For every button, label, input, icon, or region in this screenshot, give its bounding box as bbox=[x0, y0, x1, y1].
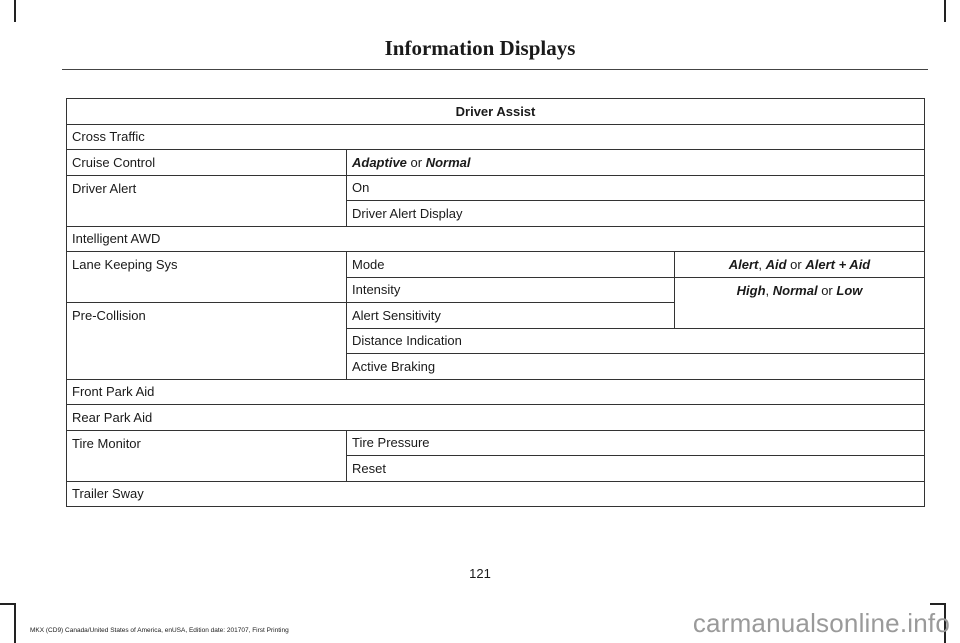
submenu-reset: Reset bbox=[347, 456, 925, 482]
header-divider bbox=[62, 69, 928, 70]
table-row bbox=[67, 99, 925, 125]
menu-item-cruise-control: Cruise Control bbox=[67, 150, 347, 176]
crop-mark bbox=[14, 604, 16, 643]
intensity-options bbox=[675, 277, 925, 328]
option-normal: Normal bbox=[425, 154, 471, 170]
menu-item-lane-keeping: Lane Keeping Sys bbox=[67, 252, 347, 303]
submenu-alert-sensitivity: Alert Sensitivity bbox=[347, 303, 675, 329]
option-connector: or bbox=[786, 256, 806, 272]
table-row bbox=[67, 252, 925, 278]
option-alert: Alert bbox=[728, 256, 759, 272]
driver-assist-table bbox=[66, 98, 925, 507]
menu-item-pre-collision: Pre-Collision bbox=[67, 303, 347, 380]
menu-item-trailer-sway: Trailer Sway bbox=[67, 481, 925, 507]
edition-note: MKX (CD9) Canada/United States of America, enUSA, Edition date: 201707, First Printing bbox=[30, 627, 289, 634]
table-row bbox=[67, 379, 925, 405]
submenu-mode: Mode bbox=[347, 252, 675, 278]
crop-mark bbox=[14, 0, 16, 22]
page-number: 121 bbox=[469, 566, 491, 581]
submenu-on: On bbox=[347, 175, 925, 201]
table-row bbox=[67, 481, 925, 507]
menu-item-rear-park-aid: Rear Park Aid bbox=[67, 405, 925, 431]
option-alert-aid: Alert + Aid bbox=[805, 256, 871, 272]
mode-options bbox=[675, 252, 925, 278]
table-row bbox=[67, 150, 925, 176]
watermark: carmanualsonline.info bbox=[692, 608, 950, 638]
option-high: High bbox=[736, 282, 766, 298]
crop-mark bbox=[0, 603, 16, 605]
option-connector: or bbox=[817, 282, 837, 298]
table-heading: Driver Assist bbox=[67, 99, 925, 125]
submenu-tire-pressure: Tire Pressure bbox=[347, 430, 925, 456]
menu-item-tire-monitor: Tire Monitor bbox=[67, 430, 347, 481]
table-row bbox=[67, 430, 925, 456]
table-row bbox=[67, 405, 925, 431]
cruise-control-options bbox=[347, 150, 925, 176]
table-row bbox=[67, 124, 925, 150]
submenu-driver-alert-display: Driver Alert Display bbox=[347, 201, 925, 227]
crop-mark bbox=[944, 0, 946, 22]
option-aid: Aid bbox=[765, 256, 787, 272]
submenu-intensity: Intensity bbox=[347, 277, 675, 303]
table-row bbox=[67, 175, 925, 201]
table-row bbox=[67, 226, 925, 252]
option-separator: , bbox=[758, 256, 766, 272]
submenu-active-braking: Active Braking bbox=[347, 354, 925, 380]
menu-item-front-park-aid: Front Park Aid bbox=[67, 379, 925, 405]
menu-item-driver-alert: Driver Alert bbox=[67, 175, 347, 226]
menu-item-cross-traffic: Cross Traffic bbox=[67, 124, 925, 150]
option-separator: , bbox=[765, 282, 773, 298]
submenu-distance-indication: Distance Indication bbox=[347, 328, 925, 354]
menu-item-intelligent-awd: Intelligent AWD bbox=[67, 226, 925, 252]
option-connector: or bbox=[406, 154, 426, 170]
crop-mark bbox=[930, 603, 946, 605]
page-title: Information Displays bbox=[384, 36, 576, 60]
option-normal: Normal bbox=[772, 282, 818, 298]
option-adaptive: Adaptive bbox=[352, 154, 407, 170]
option-low: Low bbox=[836, 282, 863, 298]
